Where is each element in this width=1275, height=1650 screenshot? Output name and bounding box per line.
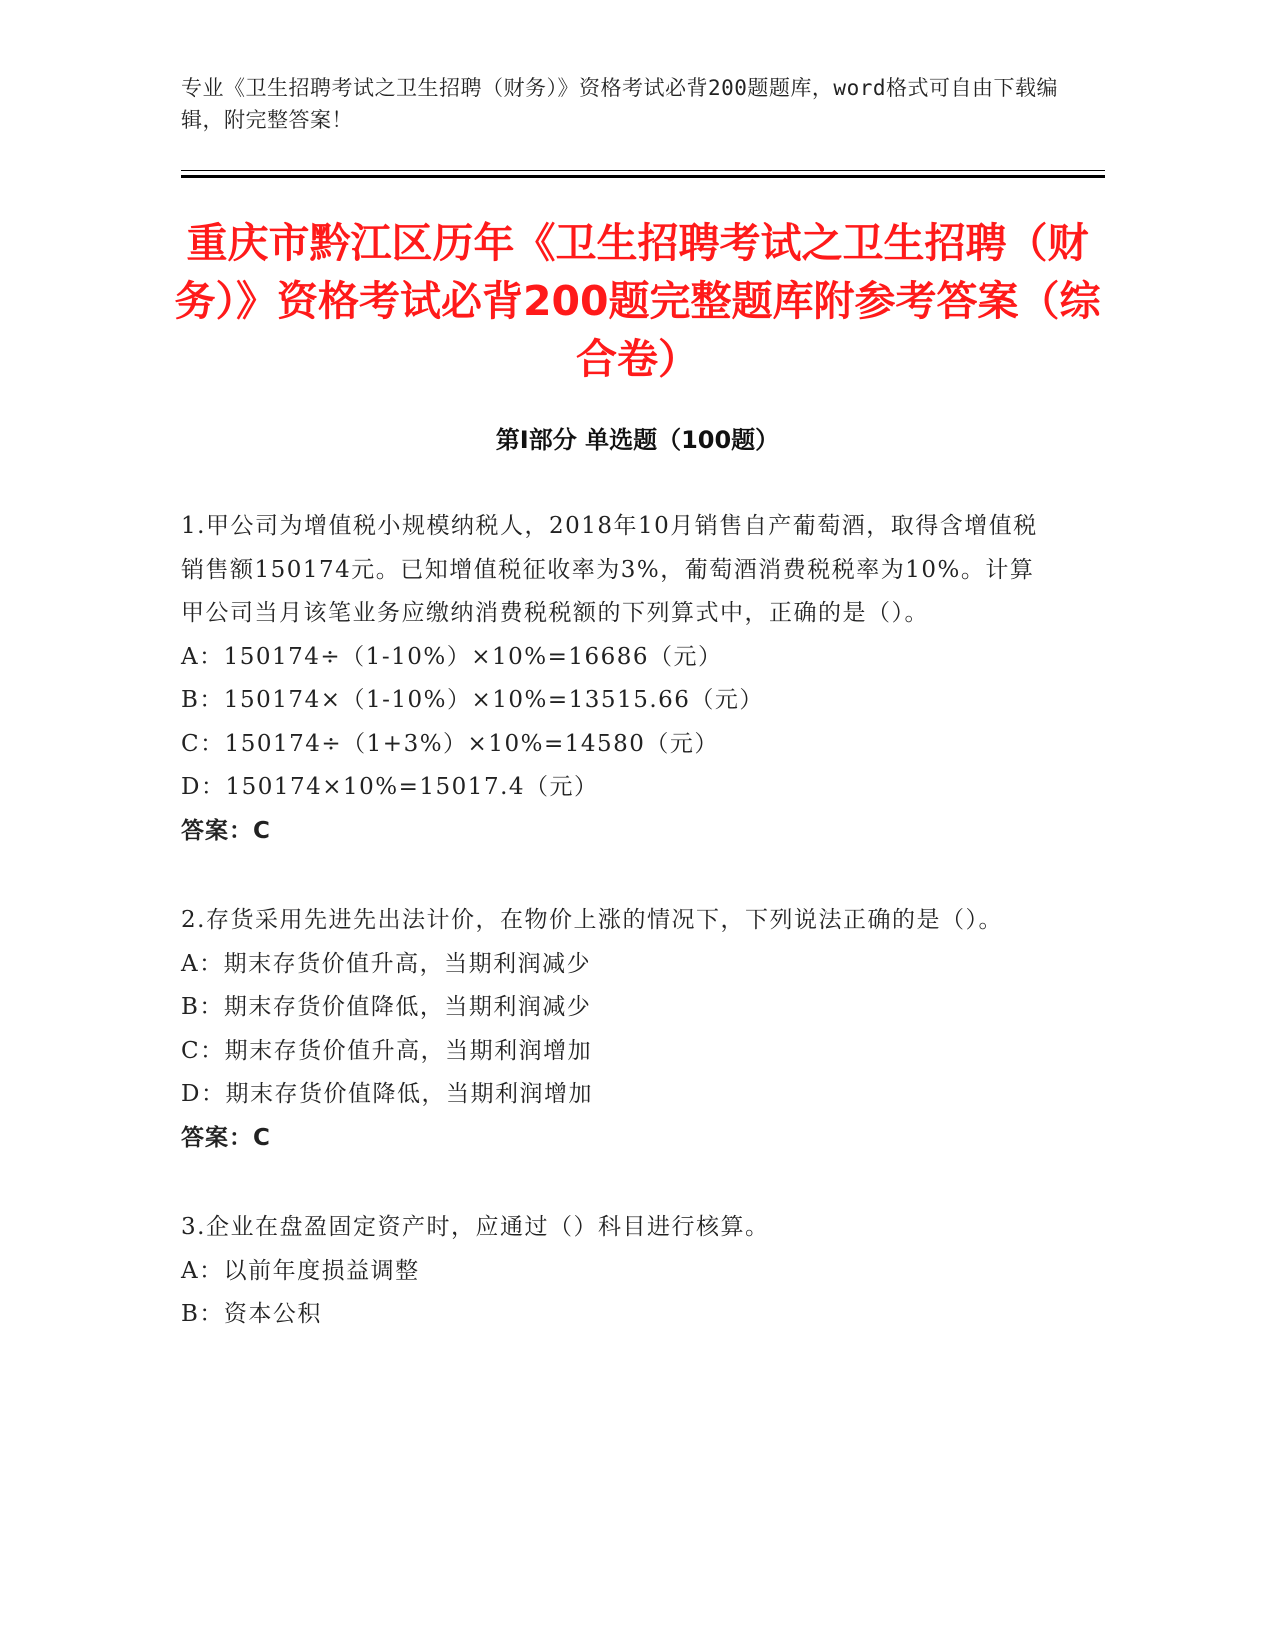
- option-b: B：期末存货价值降低，当期利润减少: [181, 994, 592, 1020]
- header-note: 专业《卫生招聘考试之卫生招聘（财务）》资格考试必背200题题库，word格式可自由下载编辑，附完整答案！: [181, 76, 1058, 132]
- question-2: [181, 899, 1041, 1160]
- question-list: [181, 505, 1041, 1383]
- answer: 答案：C: [181, 1124, 271, 1151]
- answer: 答案：C: [181, 817, 271, 844]
- option-a: A：以前年度损益调整: [181, 1257, 420, 1284]
- option-a: A：期末存货价值升高，当期利润减少: [181, 950, 592, 977]
- question-stem: 2.存货采用先进先出法计价，在物价上涨的情况下，下列说法正确的是（）。: [181, 907, 1003, 933]
- header-divider-thin: [181, 170, 1105, 171]
- header-divider-thick: [181, 175, 1105, 178]
- question-3: [181, 1206, 1041, 1337]
- option-b: B：资本公积: [181, 1301, 322, 1327]
- option-a: A：150174÷（1-10%）×10%=16686（元）: [181, 643, 723, 670]
- option-c: C：150174÷（1+3%）×10%=14580（元）: [181, 730, 719, 757]
- section-heading: 第Ⅰ部分 单选题（100题）: [495, 426, 780, 454]
- document-title: 重庆市黔江区历年《卫生招聘考试之卫生招聘（财务）》资格考试必背200题完整题库附参考答案（综合卷）: [174, 219, 1101, 383]
- question-stem: 3.企业在盘盈固定资产时，应通过（）科目进行核算。: [181, 1214, 770, 1240]
- option-d: D：期末存货价值降低，当期利润增加: [181, 1081, 593, 1107]
- option-c: C：期末存货价值升高，当期利润增加: [181, 1037, 593, 1064]
- question-stem: 1.甲公司为增值税小规模纳税人，2018年10月销售自产葡萄酒，取得含增值税销售额150174元。已知增值税征收率为3%，葡萄酒消费税税率为10%。计算甲公司当月该笔业务应缴纳消费税税额的下列算式中，正确的是（）。: [181, 513, 1038, 626]
- question-1: [181, 505, 1041, 853]
- option-b: B：150174×（1-10%）×10%=13515.66（元）: [181, 687, 764, 713]
- option-d: D：150174×10%=15017.4（元）: [181, 774, 599, 800]
